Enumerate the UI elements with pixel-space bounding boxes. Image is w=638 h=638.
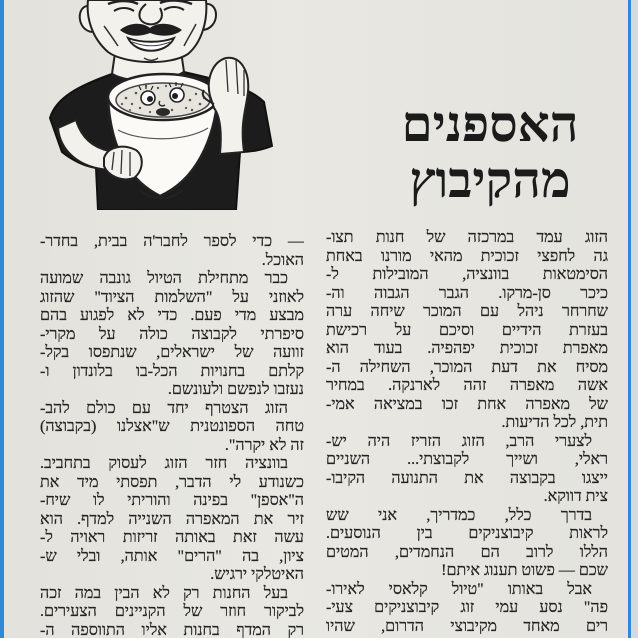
article-line: גה לחפצי זכוכית מהאי מורנו באחת — [326, 247, 608, 265]
article-paragraph — [326, 433, 608, 507]
article-title-line-2: מהקיבוץ — [409, 152, 571, 208]
cartoon-left-hand — [104, 147, 142, 180]
article-paragraph — [326, 229, 608, 433]
article-line: אבל באותו "טיול קלאסי לאירו- — [326, 580, 592, 598]
article-line: לביקור חוזר של הקניינים הצעירים. — [40, 603, 304, 620]
article-line: מאפרת זכוכית יפהפיה. בעוד הוא — [326, 340, 608, 357]
article-paragraph — [40, 270, 304, 400]
article-line: בעל החנות רק לא הבין במה זכה — [40, 584, 288, 602]
cartoon-face — [80, 0, 216, 62]
article-line: האיטלקי ירגיש. — [210, 566, 304, 583]
article-line: כבר מתחילת הטיול גונבה שמועה — [40, 270, 288, 287]
article-paragraph — [40, 400, 304, 456]
article-line: שחרחר ניהל עם המוכר שיחה ערה — [326, 303, 608, 320]
article-line: נעזבו לנפשם ולעונשם. — [167, 381, 304, 398]
article-line: מבצע מדי פעם. כדי לא לפגוע בהם — [40, 307, 304, 324]
article-line: ציון, בה "הרים" אותה, ובלי ש- — [40, 547, 304, 565]
article-line: הללו לרוב הם הנחמדים, המטים — [326, 543, 608, 561]
article-title-line-1: האספנים — [401, 96, 579, 152]
article-line: ייצגו בקבוצה את התנועה הקיבו- — [326, 469, 608, 487]
article-line: ה"אספן" בפינה והוריתי לו שיח- — [40, 492, 304, 509]
article-title — [372, 96, 608, 208]
article-paragraph — [40, 585, 304, 638]
article-line: פה" נסע עמי זוג קיבוצניקים צעי- — [326, 599, 608, 616]
article-line: זיר את המאפרה השנייה למדף. הוא — [40, 510, 304, 528]
article-line: בעזרת הידיים וסיכם על רכישת — [326, 321, 608, 339]
article-line: אשה מאפרה זהה לארנקה. במחיר — [326, 377, 608, 394]
article-line: טחה הספונטנית ש"אצלנו (בקבוצה) — [40, 418, 304, 435]
article-line: הסימטאות בוונציה, המובילות ל- — [326, 266, 608, 283]
article-column-right — [326, 229, 608, 638]
page-edge-left — [0, 0, 4, 638]
article-line: לראות קיבוצניקים בין הנוסעים. — [326, 525, 608, 542]
article-line: קלתם בחנויות הכל-בו בלונדון ו- — [40, 362, 304, 380]
article-line: צית דווקא. — [543, 488, 608, 505]
article-line: סיפרתי לקבוצה כולה על מקרי- — [40, 325, 304, 343]
article-line: עשה זאת באותה זריזות ראויה ל- — [40, 529, 304, 546]
article-line: זה לא יקרה". — [224, 436, 304, 454]
article-line: תית, לכל הדיעות. — [501, 414, 608, 431]
article-line: — כדי לספר לחבר'ה בבית, בחדר- — [40, 233, 304, 250]
article-paragraph — [326, 581, 608, 637]
article-line: שכם — פשוט תענוג איתם! — [441, 562, 608, 579]
article-line: כשנודע לי הדבר, תפסתי מיד את — [40, 473, 304, 491]
article-line: של מאפרה אחת זכו במציאה אמי- — [326, 395, 608, 413]
article-line: ראלי, ושייך לקבוצתי... השניים — [326, 451, 608, 468]
article-line: מסיח את דעת המוכר, השחילה ה- — [326, 358, 608, 376]
article-line: לאוזני על "השלמות הציוד" שהזוג — [40, 288, 304, 306]
article-paragraph — [40, 455, 304, 585]
cartoon-illustration — [38, 0, 278, 210]
page-margin-right — [631, 0, 638, 638]
article-line: כיכר סן-מרקו. הגבר הגבוה וה- — [326, 284, 608, 302]
article-line: רים מאחד מקיבוצי הדרום, שהיו — [326, 617, 608, 635]
article-line: בדרך כלל, כמדריך, אני שש — [326, 506, 592, 524]
article-line: הזוג הצטרף יחד עם כולם להב- — [40, 399, 288, 417]
article-column-left — [40, 233, 304, 638]
article-line: הזוג עמד במרכזה של חנות תצו- — [326, 229, 608, 246]
article-line: רק המדף בחנות אליו התווספה ה- — [40, 621, 304, 638]
article-line: האוכל. — [261, 251, 304, 269]
article-line: זוועה של ישראלים, שנתפסו בקל- — [40, 344, 304, 361]
article-paragraph — [326, 507, 608, 581]
article-paragraph — [40, 233, 304, 270]
article-line: לצערי הרב, הזוג הזריז היה יש- — [326, 432, 592, 450]
article-line: בוונציה חזר הזוג לעסוק בתחביב. — [40, 455, 288, 472]
